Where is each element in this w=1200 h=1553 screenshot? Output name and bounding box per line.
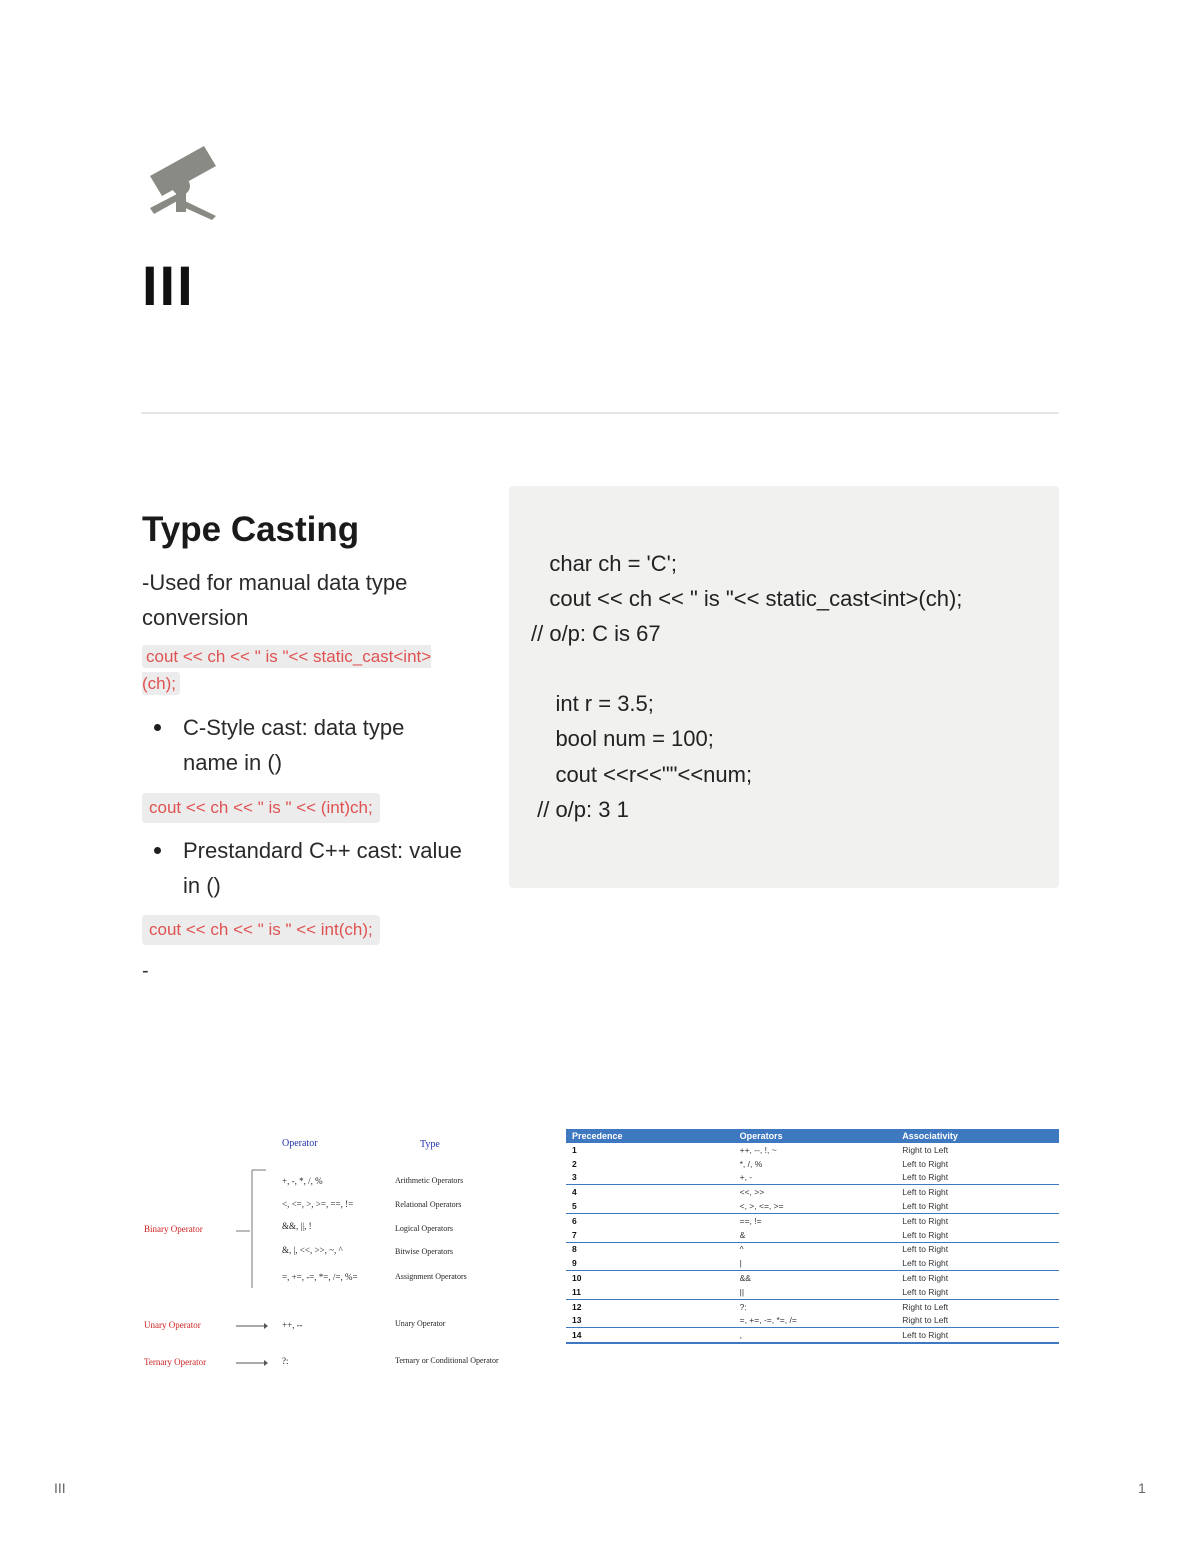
ternary-type: Ternary or Conditional Operator (395, 1356, 499, 1365)
table-cell: || (734, 1285, 897, 1299)
inline-code-prestandard: cout << ch << " is " << int(ch); (142, 915, 380, 945)
intro-paragraph: -Used for manual data type conversion (142, 570, 408, 630)
table-row (566, 1328, 1059, 1343)
binary-ops: &, |, <<, >>, ~, ^ (282, 1245, 343, 1255)
arrow-icon (236, 1358, 268, 1368)
table-row (566, 1256, 1059, 1270)
table-cell: 3 (566, 1171, 734, 1185)
table-cell: Right to Left (902, 1144, 949, 1155)
table-cell: Left to Right (896, 1285, 1059, 1299)
table-cell: Right to Left (896, 1314, 1059, 1328)
bullet-icon (154, 724, 161, 731)
table-cell: =, +=, -=, *=, /= (734, 1314, 897, 1328)
table-cell: && (739, 1273, 751, 1284)
table-row (566, 1171, 1059, 1185)
table-row (566, 1185, 1059, 1199)
binary-ops: +, -, *, /, % (282, 1176, 323, 1186)
code-line: // o/p: C is 67 (531, 621, 661, 646)
code-line: cout << ch << " is "<< static_cast<int>(ch); (531, 586, 963, 611)
diagram-header-type: Type (420, 1139, 440, 1150)
table-cell: Right to Left (902, 1301, 949, 1312)
table-row (566, 1228, 1059, 1242)
binary-ops: <, <=, >, >=, ==, != (282, 1199, 354, 1209)
table-header: Operators (734, 1129, 897, 1143)
table-cell: & (734, 1228, 897, 1242)
table-cell: Left to Right (902, 1187, 949, 1198)
table-cell: +, - (734, 1171, 897, 1185)
table-cell: Left to Right (896, 1199, 1059, 1213)
binary-bracket (234, 1158, 274, 1292)
table-cell: 2 (572, 1158, 577, 1169)
table-cell: 14 (566, 1328, 734, 1343)
table-row (566, 1314, 1059, 1328)
table-cell: Left to Right (902, 1158, 949, 1169)
divider (141, 412, 1059, 414)
binary-type: Arithmetic Operators (395, 1176, 464, 1185)
code-line: cout <<r<<""<<num; (531, 762, 753, 787)
list-item: C-Style cast: data type name in () (142, 710, 462, 780)
binary-type: Assignment Operators (395, 1272, 467, 1281)
table-cell: 1 (572, 1144, 577, 1155)
table-cell: ++, --, !, ~ (739, 1144, 777, 1155)
table-cell: 10 (572, 1273, 582, 1284)
section-heading: Type Casting (142, 510, 360, 549)
table-cell: 13 (566, 1314, 734, 1328)
table-cell: Left to Right (896, 1328, 1059, 1343)
trailing-dash: - (142, 960, 149, 982)
inline-code-c-style: cout << ch << " is " << (int)ch; (142, 793, 380, 823)
arrow-icon (236, 1321, 268, 1331)
code-line: // o/p: 3 1 (531, 797, 629, 822)
table-cell: 12 (572, 1301, 582, 1312)
table-cell: <<, >> (739, 1187, 765, 1198)
table-cell: <, >, <=, >= (734, 1199, 897, 1213)
table-cell: Left to Right (896, 1171, 1059, 1185)
code-line: int r = 3.5; (531, 691, 654, 716)
unary-operator-label: Unary Operator (144, 1320, 201, 1330)
table-cell: 5 (566, 1199, 734, 1213)
inline-code-static-cast: cout << ch << " is "<< static_cast<int>(ch); (142, 647, 432, 693)
table-cell: 7 (566, 1228, 734, 1242)
table-row (566, 1242, 1059, 1256)
table-row (566, 1157, 1059, 1171)
table-cell: 4 (572, 1187, 577, 1198)
bullet-icon (154, 847, 161, 854)
binary-type: Bitwise Operators (395, 1247, 453, 1256)
table-cell: Left to Right (902, 1244, 949, 1255)
table-header: Associativity (896, 1129, 1059, 1143)
table-cell: Left to Right (896, 1228, 1059, 1242)
table-row (566, 1271, 1059, 1285)
table-cell: Left to Right (902, 1215, 949, 1226)
table-cell: 8 (572, 1244, 577, 1255)
binary-operator-label: Binary Operator (144, 1224, 203, 1234)
table-cell: , (734, 1328, 897, 1343)
list-item: Prestandard C++ cast: value in () (142, 833, 462, 903)
footer-page-number: 1 (1138, 1480, 1146, 1496)
table-row (566, 1299, 1059, 1313)
table-cell: ==, != (739, 1215, 762, 1226)
code-block (509, 486, 1059, 888)
precedence-table (566, 1129, 1059, 1344)
table-cell: ^ (739, 1244, 744, 1255)
table-cell: Left to Right (902, 1273, 949, 1284)
telescope-icon (146, 140, 222, 220)
footer-page-title: III (54, 1480, 66, 1496)
table-cell: *, /, % (739, 1158, 763, 1169)
unary-ops: ++, -- (282, 1320, 303, 1330)
binary-type: Logical Operators (395, 1224, 453, 1233)
table-cell: 9 (566, 1256, 734, 1270)
table-cell: | (734, 1256, 897, 1270)
ternary-operator-label: Ternary Operator (144, 1357, 207, 1367)
binary-ops: &&, ||, ! (282, 1221, 312, 1231)
code-line: char ch = 'C'; (531, 551, 677, 576)
table-cell: ?: (739, 1301, 747, 1312)
operator-diagram (140, 1128, 520, 1378)
table-cell: 11 (566, 1285, 734, 1299)
table-row (566, 1199, 1059, 1213)
ternary-ops: ?: (282, 1356, 289, 1366)
table-row (566, 1143, 1059, 1157)
table-row (566, 1213, 1059, 1227)
code-line: bool num = 100; (531, 726, 714, 751)
table-row (566, 1285, 1059, 1299)
binary-type: Relational Operators (395, 1200, 462, 1209)
diagram-header-operator: Operator (282, 1138, 318, 1149)
unary-type: Unary Operator (395, 1319, 446, 1328)
binary-ops: =, +=, -=, *=, /=, %= (282, 1272, 358, 1282)
table-cell: 6 (572, 1215, 577, 1226)
page-title: III (142, 254, 195, 317)
table-header: Precedence (566, 1129, 734, 1143)
table-cell: Left to Right (896, 1256, 1059, 1270)
